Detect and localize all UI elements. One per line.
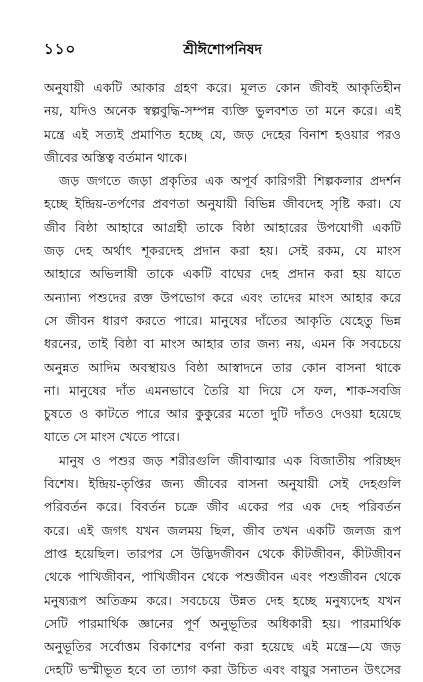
text-line: না। মানুষের দাঁত এমনভাবে তৈরি যা দিয়ে সে ফল, শাক-সবজি xyxy=(44,382,401,398)
text-line: সে জীবন ধারণ করতে পারে। মানুষের দাঁতের আকৃতি যেহেতু ভিন্ন xyxy=(44,312,401,328)
paragraph xyxy=(44,449,401,682)
text-line: জীব বিষ্ঠা আহারে আগ্রহী তাকে বিষ্ঠা আহারের উপযোগী একটি xyxy=(44,219,401,235)
page-number: ১১০ xyxy=(44,40,77,58)
text-line: হচ্ছে ইন্দ্রিয়-তর্পণের প্রবণতা অনুযায়ী বিভিন্ন জীবদেহ সৃষ্টি করা। যে xyxy=(44,196,401,212)
text-line: অনুযায়ী একটি আকার গ্রহণ করে। মূলত কোন জীবই আকৃতিহীন xyxy=(44,80,401,95)
text-line: যাতে সে মাংস খেতে পারে। xyxy=(44,429,180,445)
text-line: প্রাপ্ত হয়েছিল। তারপর সে উদ্ভিদজীবন থেকে কীটজীবন, কীটজীবন xyxy=(44,545,401,561)
text-line: জড় দেহ অর্থাৎ শূকরদেহ প্রদান করা হয়। সেই রকম, যে মাংস xyxy=(44,243,401,259)
text-line: নয়, যদিও অনেক স্বল্পবুদ্ধি-সম্পন্ন ব্যক্তি ভুলবশত তা মনে করে। এই xyxy=(44,103,401,119)
text-line: ধরনের, তাই বিষ্ঠা বা মাংস আহার তার জন্য নয়, এমন কি সবচেয়ে xyxy=(44,336,401,352)
text-line: জীবের অস্তিত্ব বর্তমান থাকে। xyxy=(44,149,188,165)
text-line: অনুন্নত আদিম অবস্থায়ও বিষ্ঠা আস্বাদনে তার কোন বাসনা থাকে xyxy=(44,359,401,375)
text-line: থেকে পাখিজীবন, পাখিজীবন থেকে পশুজীবন এবং পশুজীবন থেকে xyxy=(44,569,401,585)
text-line: বিশেষ। ইন্দ্রিয়-তৃপ্তির জন্য জীবের বাসনা অনুযায়ী সেই দেহগুলি xyxy=(44,476,401,492)
text-line: জড় জগতে জড়া প্রকৃতির এক অপূর্ব কারিগরী শিল্পকলার প্রদর্শন xyxy=(59,173,401,189)
page-header xyxy=(44,38,401,60)
body-text xyxy=(44,76,401,682)
text-line: দেহটি ভস্মীভূত হবে তা ত্যাগ করা উচিত এবং বায়ুর সনাতন উৎসের xyxy=(44,662,401,678)
paragraph xyxy=(44,76,401,169)
text-line: সেটি পারমার্থিক জ্ঞানের পূর্ণ অনুভূতির অধিকারী হয়। পারমার্থিক xyxy=(44,615,401,631)
paragraph xyxy=(44,169,401,449)
text-line: চুষতে ও কাটতে পারে আর কুকুরের মতো দুটি দাঁতও দেওয়া হয়েছে xyxy=(44,406,401,422)
text-line: পরিবর্তন করে। বিবর্তন চক্রে জীব একের পর এক দেহ পরিবর্তন xyxy=(44,499,401,515)
text-line: করে। এই জগৎ যখন জলময় ছিল, জীব তখন একটি জলজ রূপ xyxy=(44,522,401,538)
text-line: মন্ত্রে এই সত্যই প্রমাণিত হচ্ছে যে, জড় দেহের বিনাশ হওয়ার পরও xyxy=(44,126,401,142)
text-line: মানুষ ও পশুর জড় শরীরগুলি জীবাত্মার এক বিজাতীয় পরিচ্ছদ xyxy=(59,452,401,468)
text-line: মনুষ্যরূপ অতিক্রম করে। সবচেয়ে উন্নত দেহ হচ্ছে মনুষ্যদেহ যখন xyxy=(44,592,401,608)
text-line: আহারে অভিলাষী তাকে একটি বাঘের দেহ প্রদান করা হয় যাতে xyxy=(44,266,401,282)
running-title: শ্রীঈশোপনিষদ xyxy=(183,42,262,58)
text-line: অন্যান্য পশুদের রক্ত উপভোগ করে এবং তাদের মাংস আহার করে xyxy=(44,289,401,305)
text-line: অনুভূতির সর্বোত্তম বিকাশের বর্ণনা করা হয়েছে এই মন্ত্রে—যে জড় xyxy=(44,639,401,655)
